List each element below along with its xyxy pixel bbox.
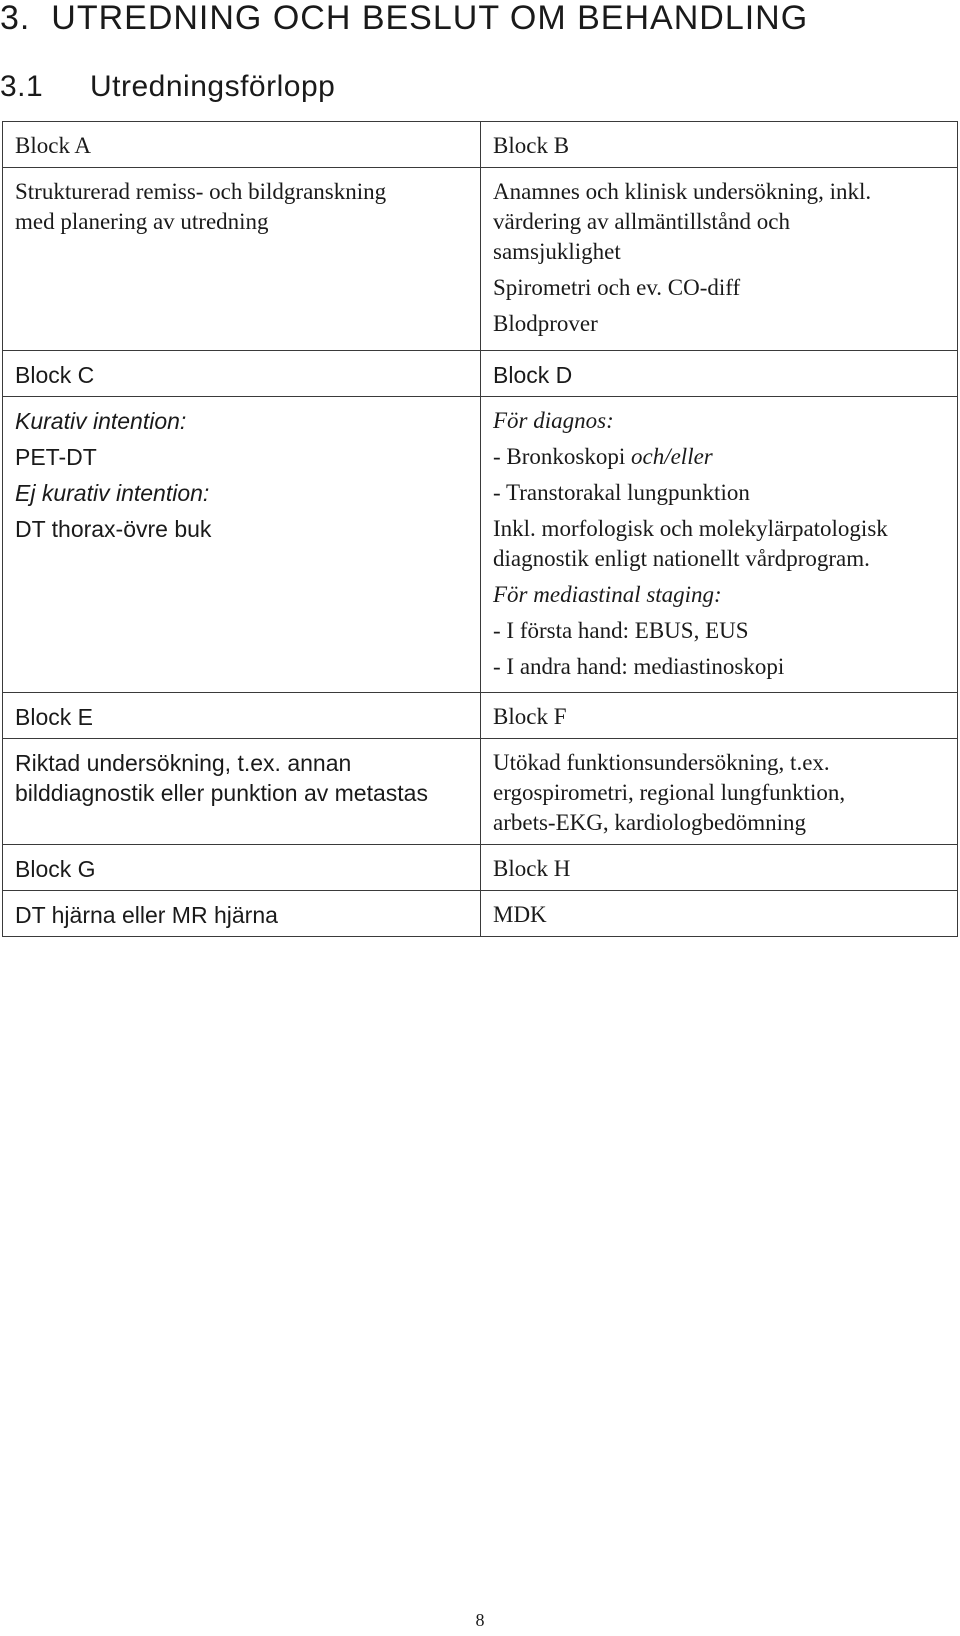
table-row [3, 168, 958, 351]
block-e-body: Riktad undersökning, t.ex. annan bilddiagnostik eller punktion av metastas [3, 739, 481, 845]
section-number: 3. [0, 0, 31, 37]
block-d-body: För diagnos: - Bronkoskopi och/eller - Transtorakal lungpunktion Inkl. morfologisk och molekylärpatologisk diagnostik enligt nationellt vårdprogram. För mediastinal staging: - I första hand: EBUS, EUS - I andra hand: mediastinoskopi [481, 397, 958, 693]
block-g-header: Block G [3, 845, 481, 891]
block-g-body: DT hjärna eller MR hjärna [3, 891, 481, 937]
block-b-header: Block B [481, 122, 958, 168]
block-c-body: Kurativ intention: PET-DT Ej kurativ intention: DT thorax-övre buk [3, 397, 481, 693]
block-a-body: Strukturerad remiss- och bildgranskning med planering av utredning [3, 168, 481, 351]
investigation-blocks-table [2, 121, 958, 937]
block-b-body: Anamnes och klinisk undersökning, inkl. värdering av allmäntillstånd och samsjuklighet Spirometri och ev. CO-diff Blodprover [481, 168, 958, 351]
subsection-title: Utredningsförlopp [90, 70, 336, 103]
block-f-body: Utökad funktionsundersökning, t.ex. ergospirometri, regional lungfunktion, arbets-EKG, kardiologbedömning [481, 739, 958, 845]
block-a-header: Block A [3, 122, 481, 168]
block-f-header: Block F [481, 693, 958, 739]
block-h-body: MDK [481, 891, 958, 937]
block-d-header: Block D [481, 351, 958, 397]
table-row [3, 845, 958, 891]
section-heading [0, 0, 808, 36]
block-c-header: Block C [3, 351, 481, 397]
subsection-heading [0, 70, 335, 104]
table-row [3, 122, 958, 168]
table-row [3, 891, 958, 937]
subsection-number: 3.1 [0, 70, 44, 103]
block-h-header: Block H [481, 845, 958, 891]
table-row [3, 739, 958, 845]
page-number: 8 [475, 1610, 485, 1630]
table-row [3, 397, 958, 693]
table-row [3, 351, 958, 397]
section-title: UTREDNING OCH BESLUT OM BEHANDLING [51, 0, 809, 37]
block-e-header: Block E [3, 693, 481, 739]
table-row [3, 693, 958, 739]
